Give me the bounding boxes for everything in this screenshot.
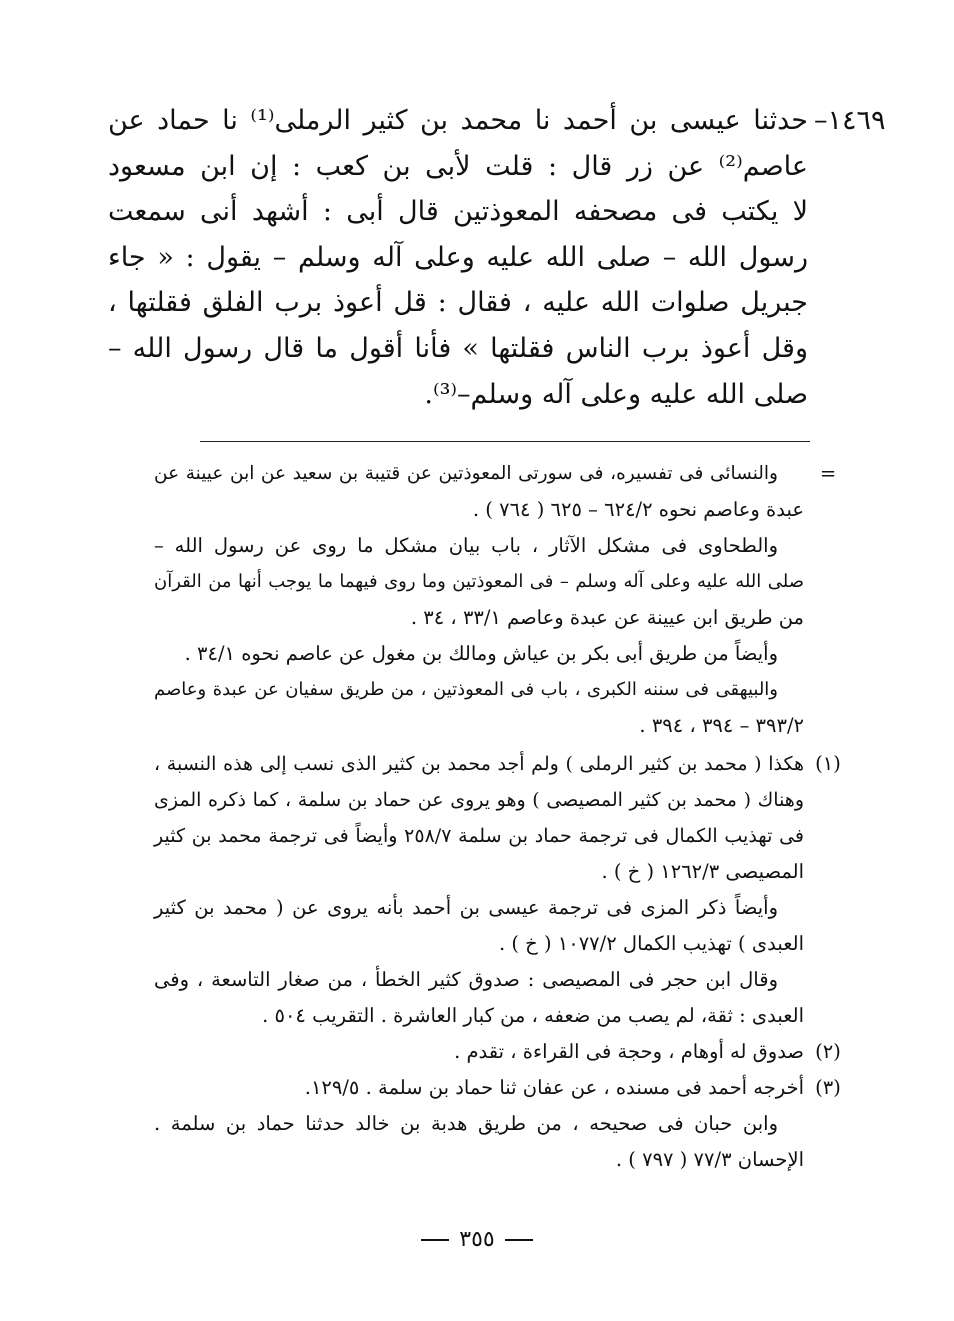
footnote-line: وهناك ( محمد بن كثير المصيصى ) وهو يروى عن حماد بن سلمة ، كما ذكره المزى <box>154 789 804 811</box>
hadith-text <box>108 98 808 417</box>
continuation-marker: = <box>819 462 837 485</box>
footnote-line: من طريق ابن عيينة عن عبدة وعاصم ٣٣/١ ، ٣٤ . <box>410 606 804 629</box>
footnote-line: وأيضاً ذكر المزى فى ترجمة عيسى بن أحمد بأنه يروى عن ( محمد بن كثير <box>154 896 778 919</box>
page-number <box>0 1227 954 1252</box>
hadith-line: جبريل صلوات الله عليه ، فقال : قل أعوذ برب الفلق فقلتها ، <box>108 287 808 319</box>
footnote-line: صلى الله عليه وعلى آله وسلم – فى المعوذتين وما روى فيهما ما يوجب أنها من القرآن <box>154 571 804 592</box>
hadith-line: لا يكتب فى مصحفه المعوذتين قال أبى : أشهد أنى سمعت <box>108 196 808 228</box>
footnote-line: وابن حبان فى صحيحه ، من طريق هدبة بن خالد حدثنا حماد بن سلمة . <box>154 1112 778 1135</box>
footnote-3 <box>154 1070 841 1178</box>
footnote-separator <box>200 441 810 442</box>
footnote-line: ٣٩٣/٢ – ٣٩٤ ، ٣٩٤ . <box>639 714 804 737</box>
footnote-line: والبيهقى فى سننه الكبرى ، باب فى المعوذتين ، من طريق سفيان عن عبدة وعاصم <box>154 679 778 700</box>
footnotes <box>154 456 841 1178</box>
footnote-line: والنسائى فى تفسيره، فى سورتى المعوذتين عن قتيبة بن سعيد عن ابن عيينة عن <box>154 463 778 484</box>
page-number-text: ٣٥٥ <box>459 1227 495 1252</box>
footnote-continuation <box>154 456 837 744</box>
footnote-line: فى تهذيب الكمال فى ترجمة حماد بن سلمة ٢٥٨/٧ وأيضاً فى ترجمة محمد بن كثير <box>154 825 805 847</box>
footnote-line: الإحسان ٧٧/٣ ( ٧٩٧ ) . <box>615 1148 804 1171</box>
hadith-block <box>108 98 886 417</box>
footnote-2 <box>154 1034 841 1070</box>
hadith-line: رسول الله – صلى الله عليه وعلى آله وسلم – يقول : « جاء <box>108 241 808 273</box>
footnote-line: صدوق له أوهام ، وحجة فى القراءة ، تقدم . <box>454 1040 804 1063</box>
hadith-line: صلى الله عليه وعلى آله وسلم–⁽³⁾. <box>424 378 808 410</box>
page-number-dash <box>421 1239 449 1241</box>
footnote-line: والطحاوى فى مشكل الآثار ، باب بيان مشكل ما روى عن رسول الله – <box>154 534 778 557</box>
footnote-line: هكذا ( محمد بن كثير الرملى ) ولم أجد محمد بن كثير الذى نسب إلى هذه النسبة ، <box>154 753 804 775</box>
hadith-number: ١٤٦٩– <box>814 105 886 136</box>
hadith-line: وقل أعوذ برب الناس فقلتها » فأنا أقول ما قال رسول الله – <box>108 332 808 364</box>
page-number-dash <box>505 1239 533 1241</box>
footnote-line: وقال ابن حجر فى المصيصى : صدوق كثير الخطأ ، من صغار التاسعة ، وفى <box>154 968 778 991</box>
footnote-line: أخرجه أحمد فى مسنده ، عن عفان ثنا حماد بن سلمة . ١٢٩/٥. <box>304 1076 804 1099</box>
hadith-line: عاصم⁽²⁾ عن زر قال : قلت لأبى بن كعب : إن ابن مسعود <box>108 150 808 182</box>
hadith-line: حدثنا عيسى بن أحمد نا محمد بن كثير الرملى⁽¹⁾ نا حماد عن <box>108 105 808 136</box>
footnote-2-marker: (٢) <box>815 1040 841 1063</box>
footnote-line: وأيضاً من طريق أبى بكر بن عياش ومالك بن مغول عن عاصم نحوه ٣٤/١ . <box>184 642 778 665</box>
footnote-line: المصيصى ١٢٦٢/٣ ( خ ) . <box>601 860 804 883</box>
footnote-1-marker: (١) <box>815 752 841 775</box>
footnote-line: عبدة وعاصم نحوه ٦٢٤/٢ – ٦٢٥ ( ٧٦٤ ) . <box>472 498 804 521</box>
footnote-line: العبدى : ثقة، لم يصب من ضعفه ، من كبار العاشرة . التقريب ٥٠٤ . <box>262 1004 804 1027</box>
footnote-1 <box>154 746 841 1034</box>
footnote-3-marker: (٣) <box>815 1076 841 1099</box>
footnote-line: العبدى ) تهذيب الكمال ١٠٧٧/٢ ( خ ) . <box>498 932 804 955</box>
